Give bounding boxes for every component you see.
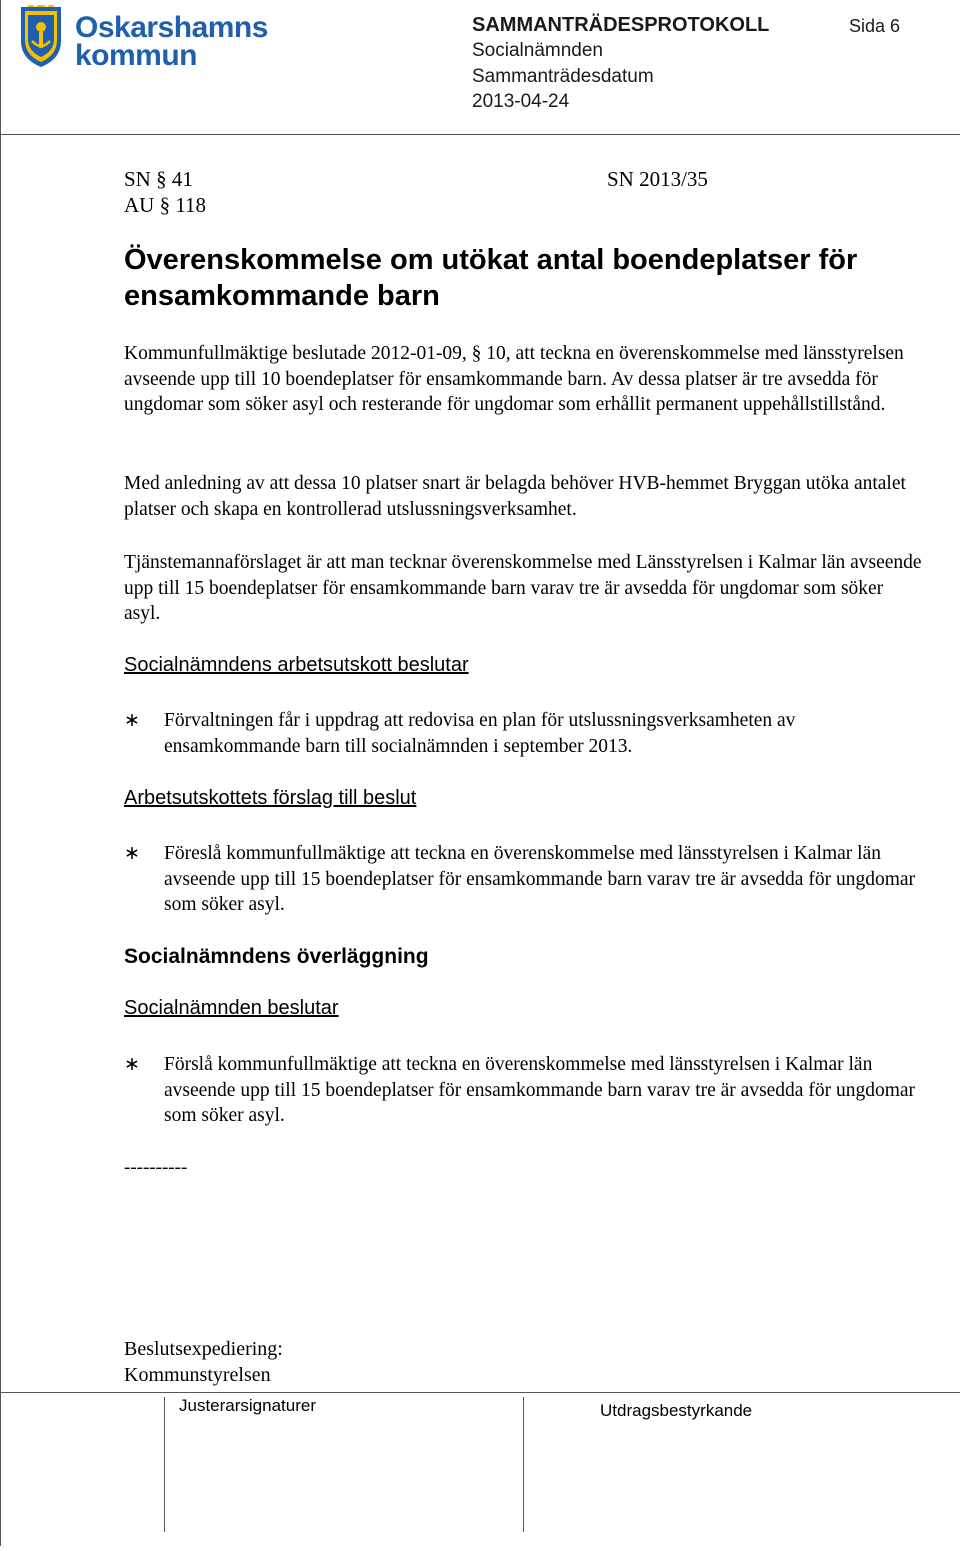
sn-decision-text: Förslå kommunfullmäktige att teckna en överenskommelse med länsstyrelsen i Kalmar län avseende upp till 15 boendeplatser för ensamkommande barn varav tre är avsedda för ungdomar som söker asyl. xyxy=(164,1054,916,1126)
expedition-recipient: Kommunstyrelsen xyxy=(124,1364,271,1386)
section-heading-deliberation: Socialnämndens överläggning xyxy=(124,945,429,968)
sn-paragraph-ref: SN § 41 xyxy=(124,167,193,191)
case-number: SN 2013/35 xyxy=(607,167,708,191)
signatures-label: Justerarsignaturer xyxy=(179,1396,317,1415)
committee-name: Socialnämnden xyxy=(472,40,603,61)
footer-divider xyxy=(523,1397,524,1532)
bullet-icon: ∗ xyxy=(124,710,140,731)
page-number: Sida 6 xyxy=(849,16,901,36)
expedition-label: Beslutsexpediering: xyxy=(124,1338,283,1360)
section-heading-sn-decision: Socialnämnden beslutar xyxy=(124,997,339,1019)
date-label: Sammanträdesdatum xyxy=(472,66,654,87)
coat-of-arms-icon xyxy=(17,5,65,69)
decision-text: Förvaltningen får i uppdrag att redovisa en plan för utslussningsverksamheten av ensamkommande barn till socialnämnden i september 2013. xyxy=(164,710,796,757)
paragraph-reason: Med anledning av att dessa 10 platser snart är belagda behöver HVB-hemmet Bryggan utöka antalet platser och skapa en kontrollerad utslussningsverksamhet. xyxy=(124,473,906,520)
certified-label: Utdragsbestyrkande xyxy=(600,1401,753,1420)
bullet-icon: ∗ xyxy=(124,1054,140,1075)
paragraph-background: Kommunfullmäktige beslutade 2012-01-09, § 10, att teckna en överenskommelse med länsstyrelsen avseende upp till 10 boendeplatser för ensamkommande barn. Av dessa platser är tre avsedda för ungdomar som söker asyl och resterande för ungdomar som erhållit permanent uppehållstillstånd. xyxy=(124,343,904,415)
footer-divider xyxy=(0,1392,960,1393)
page-title: Överenskommelse om utökat antal boendeplatser för ensamkommande barn xyxy=(124,244,858,312)
section-heading-au-proposal: Arbetsutskottets förslag till beslut xyxy=(124,787,417,809)
separator: ---------- xyxy=(124,1157,188,1178)
logo xyxy=(17,5,267,71)
logo-text: Oskarshamns xyxy=(75,11,268,44)
meeting-date: 2013-04-24 xyxy=(472,91,570,112)
au-paragraph-ref: AU § 118 xyxy=(124,193,207,217)
proposal-text: Föreslå kommunfullmäktige att teckna en överenskommelse med länsstyrelsen i Kalmar län avseende upp till 15 boendeplatser för ensamkommande barn varav tre är avsedda för ungdomar som söker asyl. xyxy=(164,843,916,915)
header-divider xyxy=(0,134,960,135)
logo-text: kommun xyxy=(75,39,198,72)
section-heading-au-decision: Socialnämndens arbetsutskott beslutar xyxy=(124,654,469,676)
footer-divider xyxy=(164,1397,165,1532)
doc-type: SAMMANTRÄDESPROTOKOLL xyxy=(472,14,770,36)
bullet-icon: ∗ xyxy=(124,843,140,864)
paragraph-proposal: Tjänstemannaförslaget är att man tecknar överenskommelse med Länsstyrelsen i Kalmar län avseende upp till 15 boendeplatser för ensamkommande barn varav tre är avsedda för ungdomar som söker asyl. xyxy=(124,552,922,624)
